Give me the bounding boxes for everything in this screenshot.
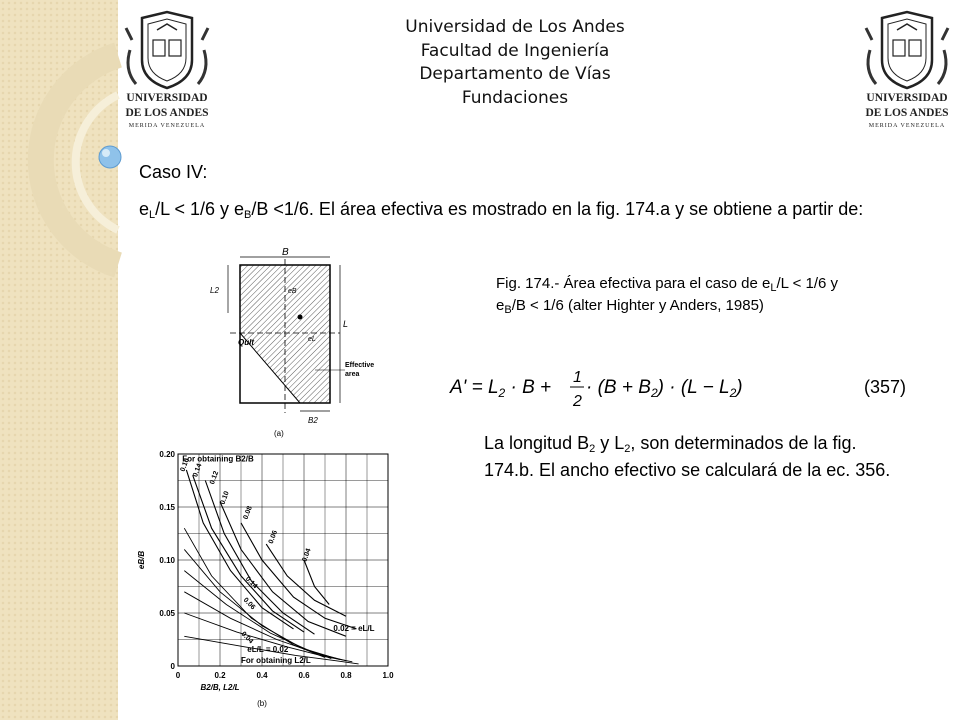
logo-text-line2: DE LOS ANDES — [865, 107, 949, 119]
figure-effective-area — [200, 245, 375, 445]
equation-number: (357) — [864, 377, 907, 397]
series-line-B2 — [304, 560, 329, 605]
y-tick-label: 0.15 — [159, 503, 175, 512]
label-Qult: Qult — [238, 338, 254, 347]
figure-caption: Fig. 174.- Área efectiva para el caso de $e_L/L < 1/6$ y $e_B/B < 1/6$ (alter Highter y Anders, 1985) — [496, 275, 839, 316]
series-label-B2: 0.06 — [267, 529, 280, 545]
label-L: L — [343, 319, 349, 329]
x-tick-label: 0.6 — [298, 671, 310, 680]
x-tick-label: 0.8 — [340, 671, 352, 680]
crest-icon — [862, 10, 952, 90]
chart-figure-b — [130, 440, 420, 718]
label-B2: B2 — [308, 416, 318, 425]
logo-text-line1: UNIVERSIDAD — [866, 92, 948, 104]
equation-frac-num: 1 — [573, 369, 582, 386]
series-line-L2 — [184, 613, 352, 662]
label-effective: Effective — [345, 362, 375, 369]
series-label-L2: 0.04 — [239, 630, 255, 646]
chart-caption: (b) — [257, 699, 267, 708]
decorative-sidebar — [0, 0, 118, 720]
label-area: area — [345, 371, 360, 378]
y-tick-label: 0.20 — [159, 450, 175, 459]
intro-text: $e_L/L < 1/6$ y $e_B/B <1/6$. El área efectiva es mostrado en la fig. 174.a y se obtiene a partir de: — [139, 199, 864, 221]
equation-357 — [448, 362, 748, 416]
series-label-B2: 0.10 — [219, 490, 231, 506]
logo-text-line2: DE LOS ANDES — [125, 107, 209, 119]
series-label-L2: 0.06 — [241, 596, 257, 612]
header-course: Fundaciones — [461, 87, 569, 108]
explanation-paragraph: La longitud $B_2$ y $L_2$, son determinados de la fig. 174.b. El ancho efectivo se calculará de la ec. 356. — [484, 433, 891, 480]
logo-text-line3: MERIDA VENEZUELA — [128, 123, 206, 129]
series-label-B2: 0.14 — [192, 462, 204, 479]
y-tick-label: 0.10 — [159, 556, 175, 565]
label-B: B — [282, 247, 289, 258]
series-label-L2: 0.14 — [243, 575, 259, 591]
annotation-eL-right: 0.02 = eL/L — [333, 624, 375, 634]
x-tick-label: 1.0 — [382, 671, 394, 680]
equation-rhs: · $(B + B_2) \cdot (L - L_2)$ — [586, 377, 743, 400]
x-tick-label: 0 — [175, 671, 181, 680]
crest-icon — [122, 10, 212, 90]
label-eB: eB — [288, 288, 297, 295]
header-faculty: Facultad de Ingeniería — [420, 40, 610, 61]
annotation-B2: For obtaining B2/B — [182, 454, 254, 464]
series-line-B2 — [193, 475, 304, 632]
x-tick-label: 0.4 — [256, 671, 268, 680]
annotation-L2: For obtaining L2/L — [241, 655, 311, 665]
slide-header — [360, 16, 670, 110]
y-tick-label: 0.05 — [159, 609, 175, 618]
y-tick-label: 0 — [170, 662, 175, 671]
y-axis-label: eB/B — [137, 550, 146, 570]
label-eL: eL — [308, 336, 316, 343]
series-label-B2: 0.08 — [242, 505, 254, 521]
annotation-eL-bottom: eL/L = 0.02 — [247, 645, 289, 655]
series-label-B2: 0.16 — [179, 457, 191, 473]
logo-text-line1: UNIVERSIDAD — [126, 92, 208, 104]
university-logo-right — [862, 10, 952, 135]
figure-a-caption: (a) — [274, 429, 284, 438]
logo-text-line3: MERIDA VENEZUELA — [868, 123, 946, 129]
header-university: Universidad de Los Andes — [405, 17, 625, 37]
label-L2: L2 — [210, 286, 219, 295]
x-axis-label: B2/B, L2/L — [200, 683, 240, 692]
section-title: Caso IV: — [139, 162, 208, 182]
equation-frac-den: 2 — [573, 393, 582, 410]
series-line-B2 — [186, 470, 293, 629]
x-tick-label: 0.2 — [214, 671, 226, 680]
series-label-B2: 0.12 — [209, 470, 221, 486]
university-logo-left — [122, 10, 212, 135]
equation-lhs: $A' = L_2 \cdot B$ + — [450, 377, 552, 400]
series-label-B2: 0.04 — [301, 547, 313, 563]
header-department: Departamento de Vías — [419, 64, 611, 84]
